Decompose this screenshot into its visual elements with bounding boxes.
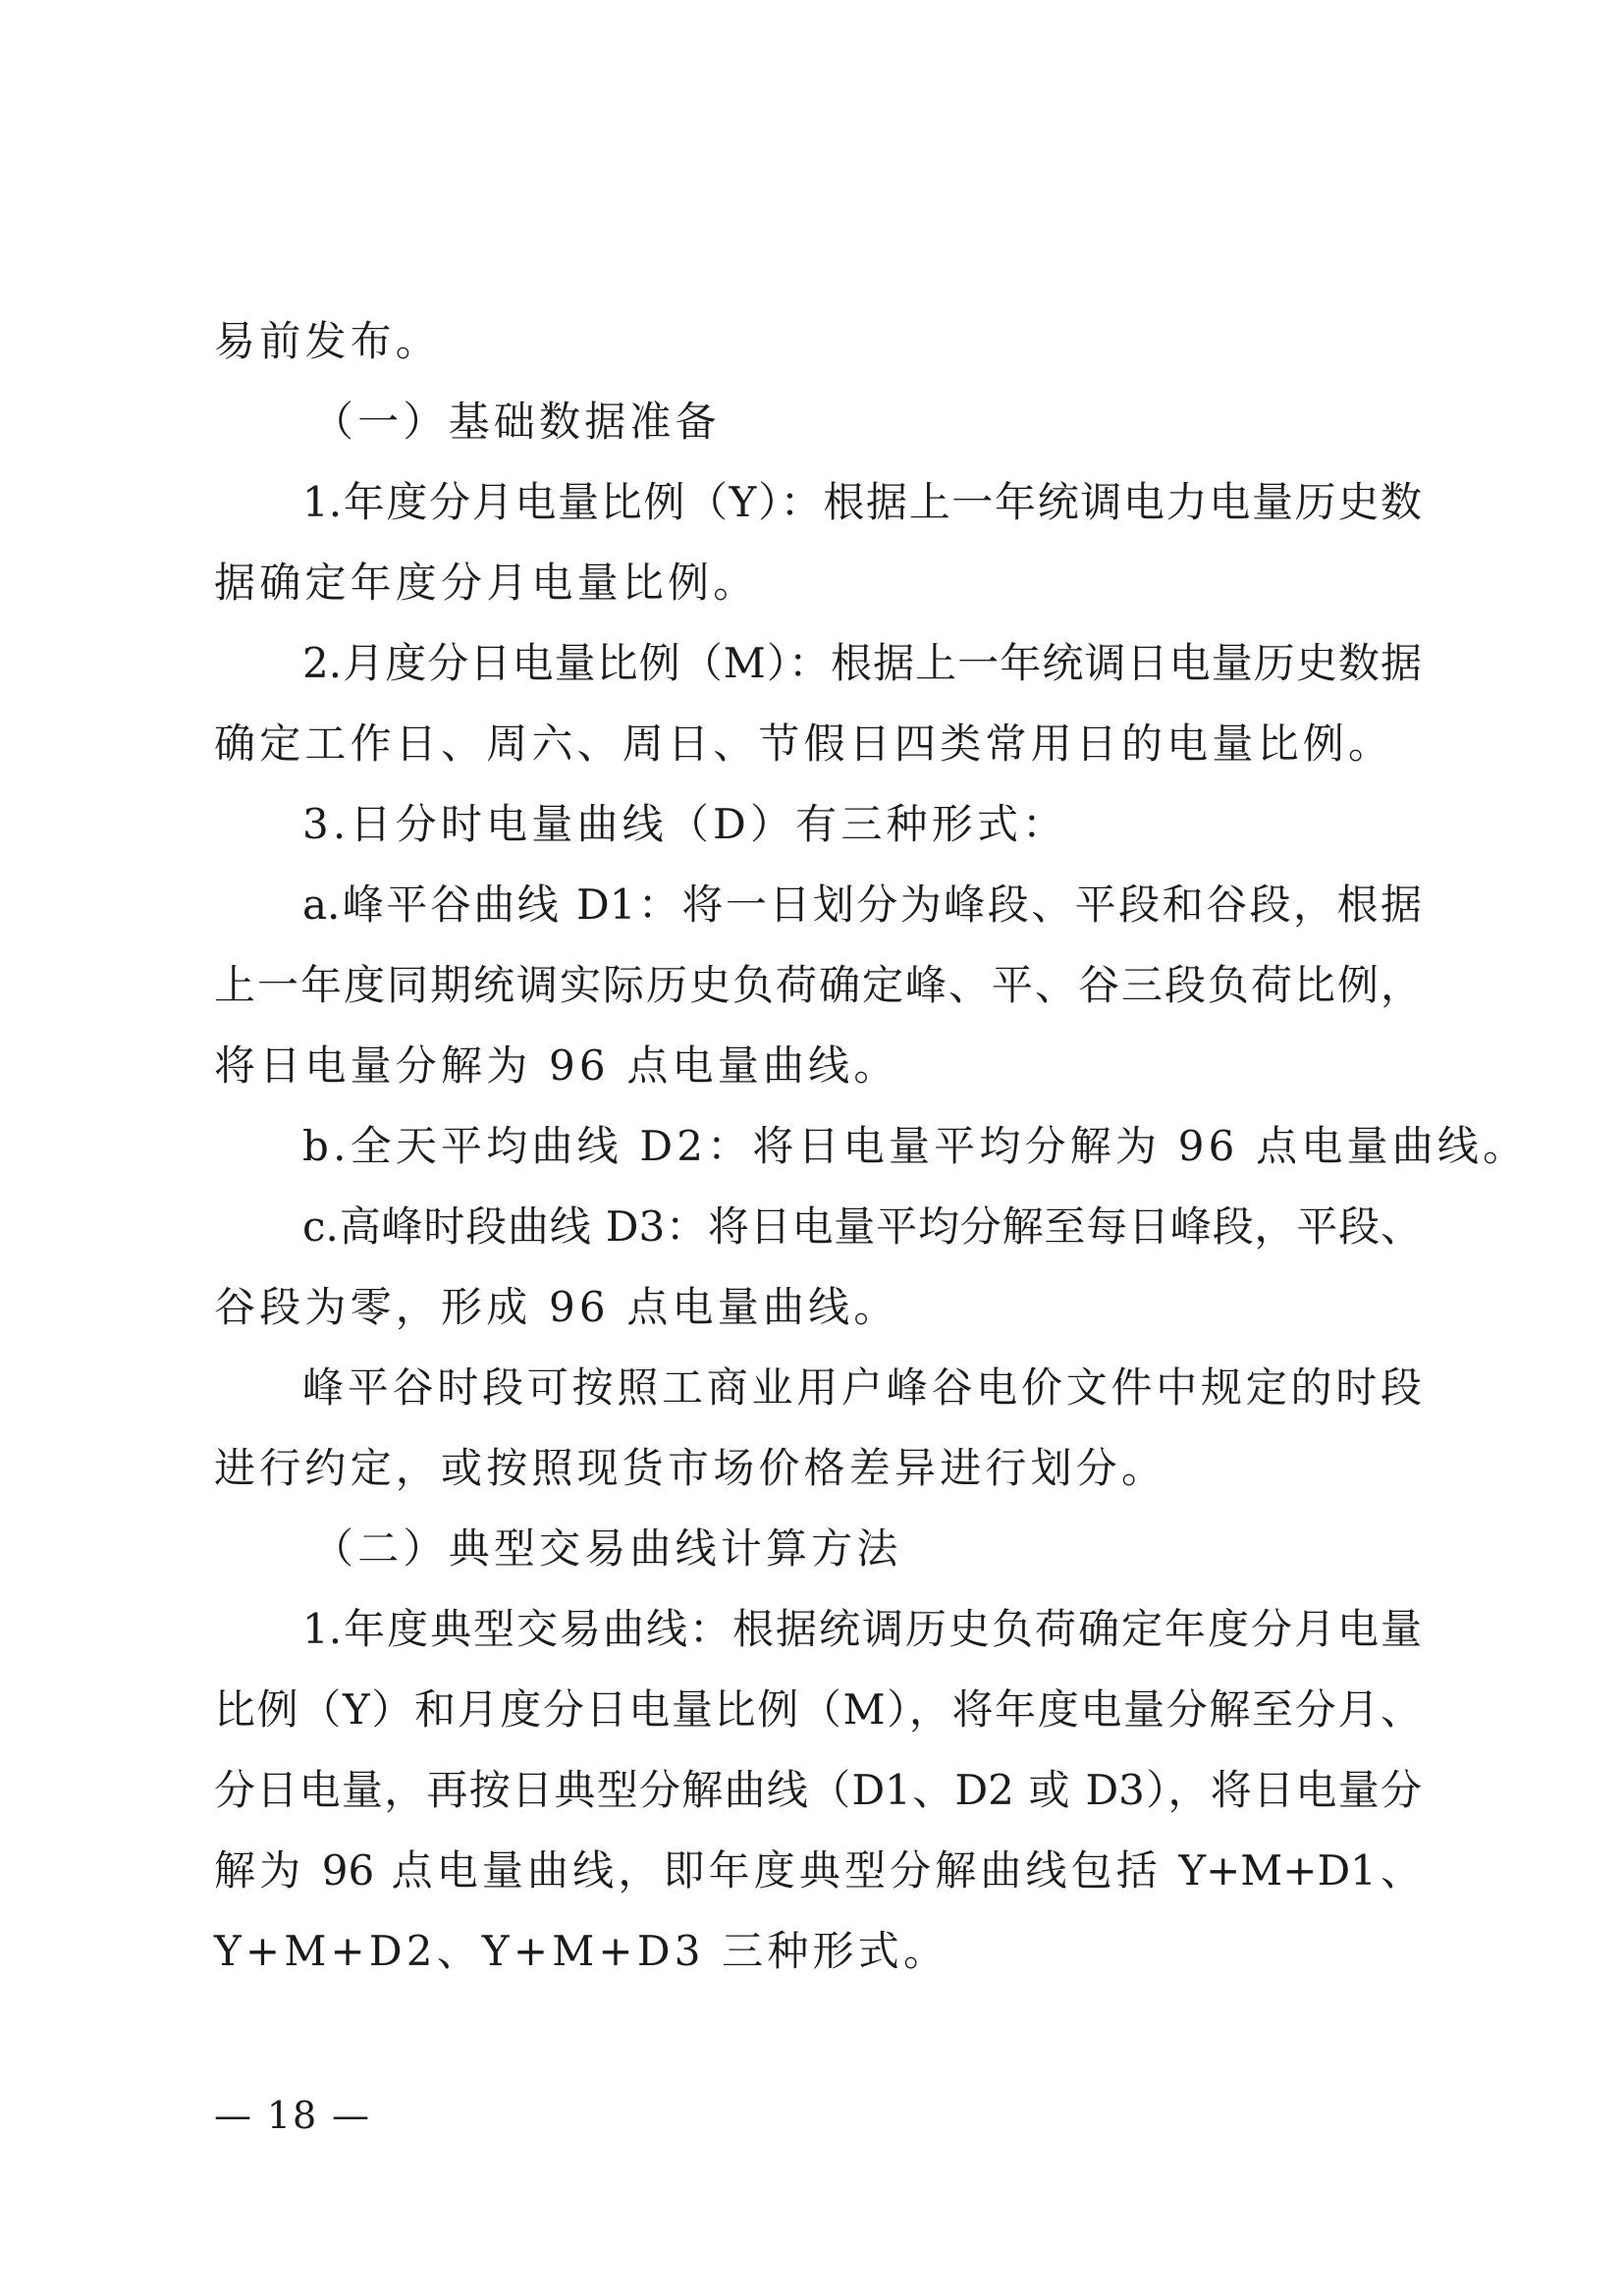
section-heading-2: （二）典型交易曲线计算方法 (312, 1524, 902, 1573)
annual-curve-line-5: Y+M+D2、Y+M+D3 三种形式。 (214, 1927, 949, 1975)
item-c-line-2: 谷段为零，形成 96 点电量曲线。 (214, 1283, 899, 1331)
page-number: — 18 — (214, 2094, 371, 2137)
annual-curve-line-3: 分日电量，再按日典型分解曲线（D1、D2 或 D3），将日电量分 (214, 1766, 1422, 1814)
item-a-line-1: a.峰平谷曲线 D1：将一日划分为峰段、平段和谷段，根据 (302, 881, 1422, 929)
item-a-line-3: 将日电量分解为 96 点电量曲线。 (214, 1041, 899, 1090)
item-2-line-2: 确定工作日、周六、周日、节假日四类常用日的电量比例。 (214, 720, 1394, 768)
section-heading-1: （一）基础数据准备 (312, 398, 721, 446)
item-1-line-1: 1.年度分月电量比例（Y）：根据上一年统调电力电量历史数 (302, 478, 1422, 526)
item-3-line-1: 3.日分时电量曲线（D）有三种形式： (302, 800, 1068, 848)
annual-curve-line-4: 解为 96 点电量曲线，即年度典型分解曲线包括 Y+M+D1、 (214, 1846, 1422, 1895)
item-1-line-2: 据确定年度分月电量比例。 (214, 559, 759, 607)
item-b-line-1: b.全天平均曲线 D2：将日电量平均分解为 96 点电量曲线。 (302, 1122, 1529, 1170)
annual-curve-line-2: 比例（Y）和月度分日电量比例（M），将年度电量分解至分月、 (214, 1685, 1422, 1734)
annual-curve-line-1: 1.年度典型交易曲线：根据统调历史负荷确定年度分月电量 (302, 1605, 1422, 1653)
paragraph-periods-line-2: 进行约定，或按照现货市场价格差异进行划分。 (214, 1444, 1167, 1492)
item-a-line-2: 上一年度同期统调实际历史负荷确定峰、平、谷三段负荷比例， (214, 961, 1422, 1009)
item-2-line-1: 2.月度分日电量比例（M）：根据上一年统调日电量历史数据 (302, 639, 1422, 687)
paragraph-periods-line-1: 峰平谷时段可按照工商业用户峰谷电价文件中规定的时段 (302, 1363, 1422, 1412)
body-line-continuation: 易前发布。 (214, 317, 442, 365)
item-c-line-1: c.高峰时段曲线 D3：将日电量平均分解至每日峰段，平段、 (302, 1202, 1422, 1251)
